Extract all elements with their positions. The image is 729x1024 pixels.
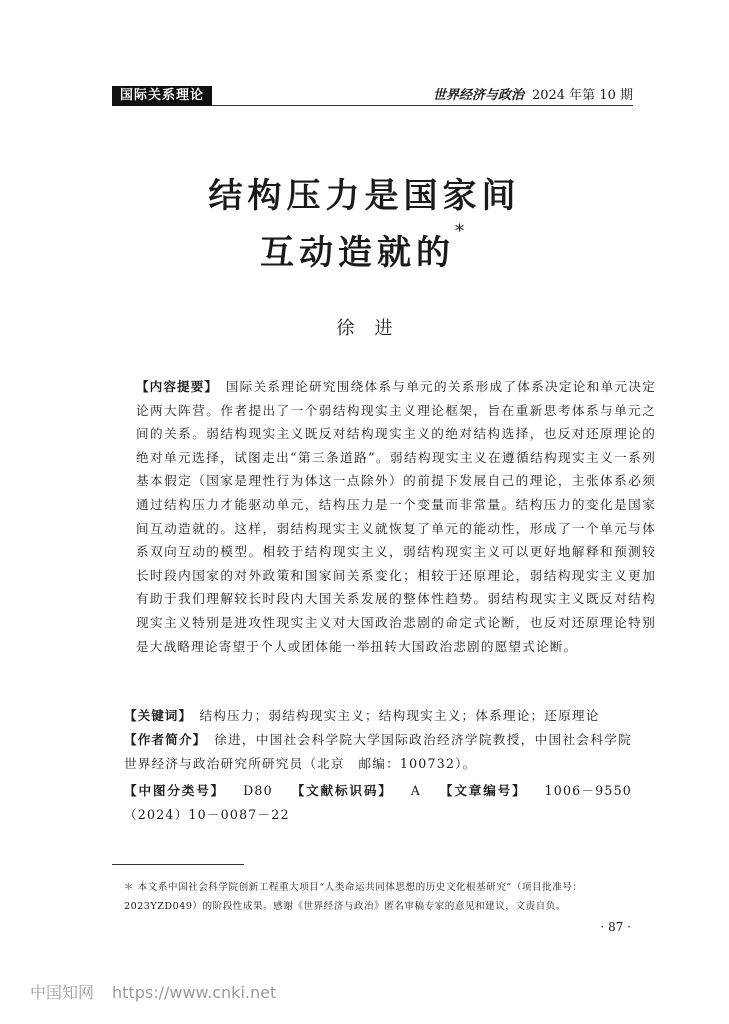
article-title-line2 [0,221,729,274]
clc-label: 【中图分类号】 [124,783,226,798]
keywords-text: 结构压力；弱结构现实主义；结构现实主义；体系理论；还原理论 [199,708,600,723]
bio-label: 【作者简介】 [124,732,201,747]
footnote: ＊ 本文系中国社会科学院创新工程重大项目“人类命运共同体思想的历史文化根基研究”（项目批准号：2023YZD049）的阶段性成果。感谢《世界经济与政治》匿名审稿专家的意见和建议，文责自负。 [124,882,583,912]
section-tag: 国际关系理论 [112,86,212,106]
author-name: 徐进 [336,318,413,339]
article-no-value: 1006－9550（2024）10－0087－22 [124,783,633,822]
abstract [112,375,656,658]
journal-header [433,86,633,106]
abstract-label: 【内容提要】 [136,379,212,394]
watermark-url: https://www.cnki.net [112,983,277,1002]
abstract-text: 国际关系理论研究围绕体系与单元的关系形成了体系决定论和单元决定论两大阵营。作者提出了一个弱结构现实主义理论框架，旨在重新思考体系与单元之间的关系。弱结构现实主义既反对结构现实主义的绝对结构选择，也反对还原理论的绝对单元选择，试图走出“第三条道路”。弱结构现实主义在遵循结构现实主义一系列基本假定（国家是理性行为体这一点除外）的前提下发展自己的理论，主张体系必须通过结构压力才能驱动单元，结构压力是一个变量而非常量。结构压力的变化是国家间互动造就的。这样，弱结构现实主义就恢复了单元的能动性，形成了一个单元与体系双向互动的模型。相较于结构现实主义，弱结构现实主义可以更好地解释和预测较长时段内国家的对外政策和国家间关系变化；相较于还原理论，弱结构现实主义更加有助于我们理解较长时段内大国关系发展的整体性趋势。弱结构现实主义既反对结构现实主义特别是进攻性现实主义对大国政治悲剧的命定式论断，也反对还原理论特别是大战略理论寄望于个人或团体能一举扭转大国政治悲剧的愿望式论断。 [136,379,657,654]
watermark-brand: 中国知网 [30,983,95,1002]
article-no-label: 【文章编号】 [439,783,527,798]
journal-issue: 2024 年第 10 期 [531,88,633,103]
title-footnote-mark: * [455,221,469,242]
doc-value: A [410,783,422,798]
footnote-rule [112,864,244,865]
bio-text: 徐进，中国社会科学院大学国际政治经济学院教授，中国社会科学院世界经济与政治研究所研究员（北京 邮编：100732）。 [124,732,633,771]
keywords-label: 【关键词】 [124,708,186,723]
page-number: · 87 · [600,920,631,934]
doc-label: 【文献标识码】 [290,783,393,798]
journal-name: 世界经济与政治 [432,88,524,103]
watermark [30,980,276,1003]
classification [112,779,632,826]
author-bio [112,728,632,775]
title-text: 互动造就的 [260,233,455,273]
keywords [112,704,632,728]
clc-value: D80 [243,783,273,798]
article-title-line1: 结构压力是国家间 [208,176,521,216]
